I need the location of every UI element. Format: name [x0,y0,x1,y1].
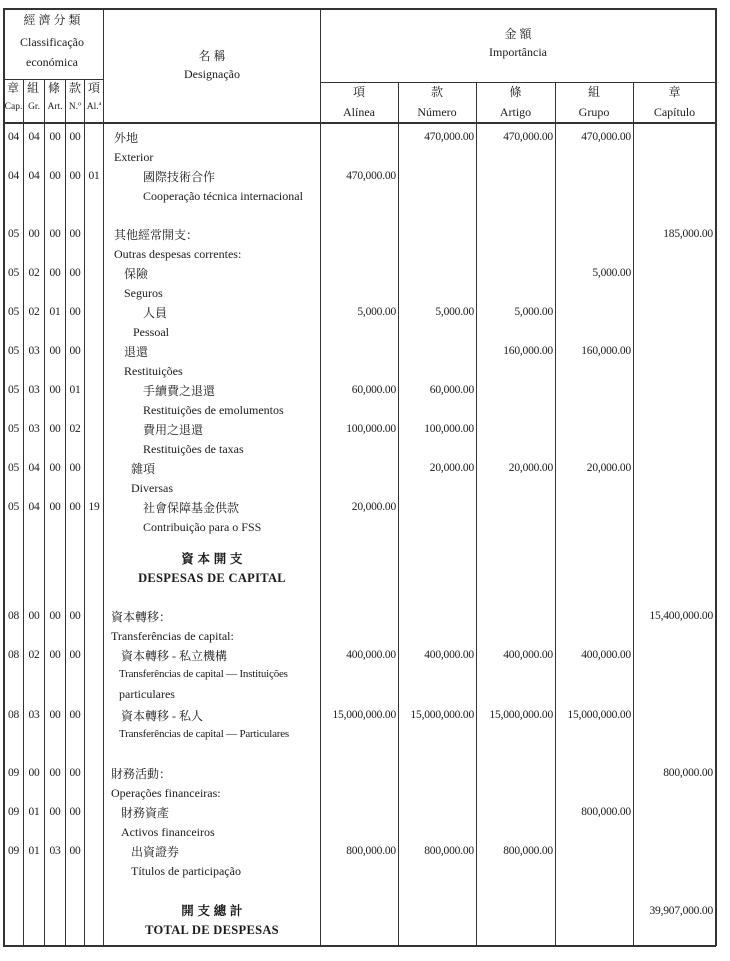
row-code: 00 [69,306,81,318]
row-code: 03 [49,845,61,857]
row-code: 05 [7,228,20,240]
hline-amount [320,82,716,83]
code-col-art-pt: Art. [47,102,63,112]
row-code: 00 [69,649,81,661]
row-amount-grupo: 5,000.00 [592,267,631,279]
classif-header-zh: 經 濟 分 類 [23,13,81,27]
row-amount-grupo: 400,000.00 [581,649,631,661]
row-designation-pt-cont: particulares [119,687,175,701]
row-code: 00 [69,610,81,622]
row-code: 00 [49,228,61,240]
code-col-cap-zh: 章 [6,81,19,95]
row-code: 00 [49,345,61,357]
row-code: 08 [7,610,20,622]
row-designation-pt: Contribuição para o FSS [143,520,262,534]
row-designation-pt: Diversas [131,481,173,495]
vline-artigo [476,82,477,946]
row-code: 03 [28,423,40,435]
row-amount-numero: 15,000,000.00 [410,709,474,721]
row-code: 00 [69,767,81,779]
row-amount-alinea: 15,000,000.00 [332,709,396,721]
total-label-pt: TOTAL DE DESPESAS [145,923,279,937]
row-code: 04 [28,131,40,143]
vline-name [103,8,104,946]
code-col-cap-pt: Cap. [4,102,23,112]
row-designation-pt: Seguros [124,286,163,300]
row-code: 03 [28,384,40,396]
amount-col-capitulo-zh: 章 [668,85,681,99]
row-amount-artigo: 15,000,000.00 [489,709,553,721]
vline-num [65,79,66,946]
row-code: 00 [69,845,81,857]
row-code: 02 [28,267,40,279]
row-code: 05 [7,423,20,435]
classif-header-pt2: económica [26,55,78,69]
row-amount-artigo: 470,000.00 [503,131,553,143]
row-code: 00 [49,267,61,279]
row-code: 00 [49,170,61,182]
row-code: 01 [69,384,81,396]
row-designation-zh: 費用之退還 [143,423,204,437]
hline-classif [3,79,103,80]
row-amount-alinea: 470,000.00 [346,170,396,182]
row-code: 00 [69,501,81,513]
row-amount-numero: 5,000.00 [435,306,474,318]
row-amount-alinea: 100,000.00 [346,423,396,435]
row-amount-alinea: 400,000.00 [346,649,396,661]
row-amount-alinea: 60,000.00 [351,384,396,396]
row-code: 00 [49,767,61,779]
row-amount-artigo: 5,000.00 [514,306,553,318]
row-amount-artigo: 800,000.00 [503,845,553,857]
row-code: 02 [69,423,81,435]
row-amount-capitulo: 185,000.00 [663,228,713,240]
row-code: 04 [28,462,40,474]
row-amount-alinea: 5,000.00 [357,306,396,318]
code-col-al-zh: 項 [87,81,100,95]
vline-art [44,79,45,946]
vline-grupo [555,82,556,946]
code-col-art-zh: 條 [47,81,60,95]
row-designation-pt: Transferências de capital — Particulares [119,728,289,740]
row-designation-zh: 手續費之退還 [143,384,216,398]
row-code: 00 [49,131,61,143]
row-code: 04 [28,501,40,513]
row-amount-numero: 800,000.00 [424,845,474,857]
row-code: 01 [88,170,100,182]
row-amount-numero: 470,000.00 [424,131,474,143]
row-amount-capitulo: 800,000.00 [663,767,713,779]
row-code: 01 [28,845,40,857]
border-bottom [3,945,716,947]
amount-col-artigo-pt: Artigo [499,105,532,119]
name-header-zh: 名 稱 [198,49,226,63]
row-designation-pt: Cooperação técnica internacional [143,189,303,203]
vline-capitulo [633,82,634,946]
row-code: 03 [28,345,40,357]
row-code: 00 [69,131,81,143]
row-code: 05 [7,501,20,513]
row-code: 00 [69,806,81,818]
row-amount-artigo: 400,000.00 [503,649,553,661]
amount-col-alinea-pt: Alínea [343,105,375,119]
row-designation-zh: 其他經常開支： [114,228,199,242]
row-designation-zh: 財務活動： [111,767,172,781]
row-designation-zh: 雜項 [131,462,156,476]
row-amount-artigo: 160,000.00 [503,345,553,357]
row-code: 00 [69,228,81,240]
border-left [3,8,5,946]
row-code: 00 [49,423,61,435]
row-code: 01 [49,306,61,318]
row-designation-zh: 資本轉移： [111,610,172,624]
row-code: 01 [28,806,40,818]
total-label-zh: 開 支 總 計 [181,904,243,918]
row-amount-grupo: 160,000.00 [581,345,631,357]
row-code: 02 [28,649,40,661]
row-code: 08 [7,709,20,721]
row-code: 00 [49,384,61,396]
hline-header-bottom [3,122,716,124]
row-amount-alinea: 20,000.00 [351,501,396,513]
row-designation-zh: 財務資產 [121,806,170,820]
row-designation-zh: 人員 [143,306,168,320]
vline-numero [398,82,399,946]
row-designation-zh: 資本轉移 - 私人 [121,709,203,723]
row-amount-alinea: 800,000.00 [346,845,396,857]
row-code: 00 [49,610,61,622]
row-designation-pt: Operações financeiras: [111,786,221,800]
row-code: 05 [7,306,20,318]
amount-col-grupo-pt: Grupo [578,105,610,119]
row-amount-grupo: 800,000.00 [581,806,631,818]
row-code: 09 [7,767,20,779]
section-capital-pt: DESPESAS DE CAPITAL [138,571,286,585]
amount-col-artigo-zh: 條 [509,85,522,99]
amount-col-capitulo-pt: Capítulo [653,105,696,119]
row-code: 19 [88,501,100,513]
row-code: 04 [7,170,20,182]
row-designation-zh: 社會保障基金供款 [143,501,240,515]
row-designation-zh: 退還 [124,345,149,359]
row-code: 09 [7,845,20,857]
row-code: 09 [7,806,20,818]
code-col-num-pt: N.º [68,102,82,112]
row-designation-zh: 出資證券 [131,845,180,859]
vline-alinea [320,8,321,946]
amount-col-numero-zh: 款 [430,85,443,99]
border-top [3,8,716,10]
row-code: 00 [69,462,81,474]
row-amount-numero: 100,000.00 [424,423,474,435]
code-col-num-zh: 款 [68,81,81,95]
amount-header-zh: 金 額 [504,27,532,41]
row-amount-artigo: 20,000.00 [508,462,553,474]
total-amount: 39,907,000.00 [649,905,713,917]
amount-col-numero-pt: Número [417,105,457,119]
code-col-al-pt: Al.ª [86,102,102,112]
row-code: 08 [7,649,20,661]
vline-gr [23,79,24,946]
row-amount-capitulo: 15,400,000.00 [649,610,713,622]
row-code: 00 [28,767,40,779]
row-amount-grupo: 470,000.00 [581,131,631,143]
vline-al [84,79,85,946]
row-designation-pt: Transferências de capital — Instituições [119,668,288,680]
name-header-pt: Designação [184,67,240,81]
code-col-gr-pt: Gr. [28,102,40,112]
row-designation-pt: Títulos de participação [131,864,241,878]
row-code: 00 [49,806,61,818]
row-designation-pt: Outras despesas correntes: [114,247,242,261]
row-amount-grupo: 20,000.00 [586,462,631,474]
row-designation-pt: Restituições de emolumentos [143,403,284,417]
row-designation-zh: 保險 [124,267,149,281]
amount-header-pt: Importância [489,45,547,59]
row-code: 00 [69,345,81,357]
row-code: 04 [28,170,40,182]
row-designation-zh: 資本轉移 - 私立機構 [121,649,227,663]
row-designation-zh: 外地 [114,131,139,145]
code-col-gr-zh: 組 [26,81,39,95]
row-code: 05 [7,345,20,357]
row-code: 00 [49,709,61,721]
row-amount-numero: 400,000.00 [424,649,474,661]
row-designation-zh: 國際技術合作 [143,170,216,184]
row-amount-numero: 20,000.00 [429,462,474,474]
row-designation-pt: Restituições [124,364,183,378]
classif-header-pt1: Classificação [20,35,84,49]
row-code: 05 [7,384,20,396]
row-designation-pt: Activos financeiros [121,825,215,839]
amount-col-grupo-zh: 組 [587,85,600,99]
row-code: 00 [69,709,81,721]
row-code: 00 [49,649,61,661]
row-code: 00 [69,170,81,182]
row-designation-pt: Restituições de taxas [143,442,244,456]
row-designation-pt: Pessoal [133,325,169,339]
row-code: 00 [28,610,40,622]
row-code: 04 [7,131,20,143]
row-amount-grupo: 15,000,000.00 [567,709,631,721]
row-code: 02 [28,306,40,318]
row-designation-pt: Exterior [114,150,154,164]
row-code: 00 [49,501,61,513]
row-amount-numero: 60,000.00 [429,384,474,396]
section-capital-zh: 資 本 開 支 [181,552,243,566]
amount-col-alinea-zh: 項 [352,85,365,99]
row-designation-pt: Transferências de capital: [111,629,234,643]
row-code: 00 [49,462,61,474]
row-code: 05 [7,267,20,279]
row-code: 03 [28,709,40,721]
border-right [715,8,717,946]
row-code: 00 [28,228,40,240]
row-code: 00 [69,267,81,279]
row-code: 05 [7,462,20,474]
